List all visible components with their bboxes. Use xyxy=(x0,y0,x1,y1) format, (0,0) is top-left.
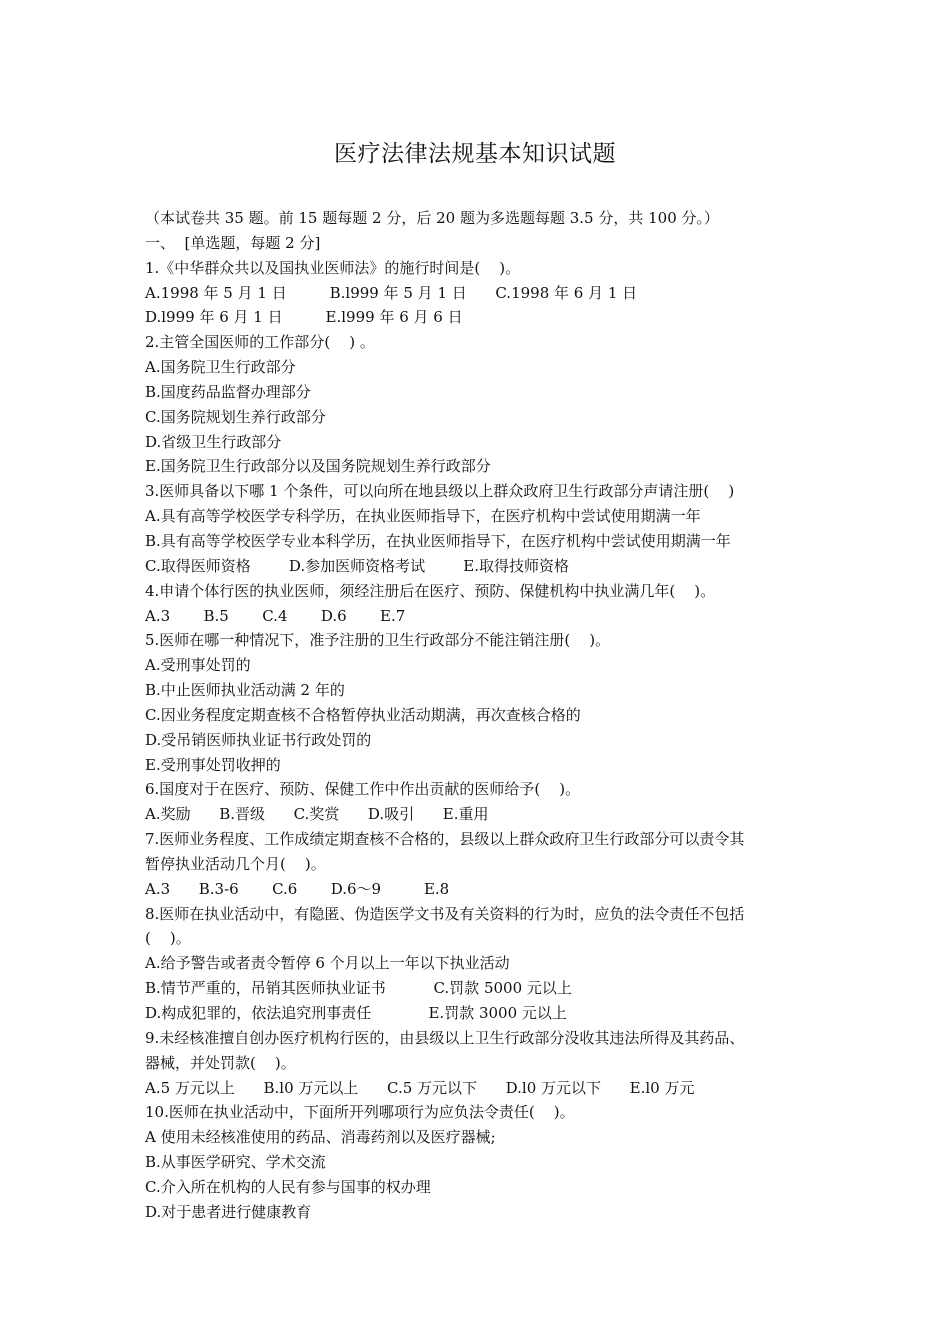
text-line: 3.医师具备以下哪 1 个条件，可以向所在地县级以上群众政府卫生行政部分声请注册( ) xyxy=(145,482,735,501)
text-line: 7.医师业务程度、工作成绩定期查核不合格的，县级以上群众政府卫生行政部分可以责令其 xyxy=(145,830,745,849)
text-line: （本试卷共 35 题。前 15 题每题 2 分，后 20 题为多选题每题 3.5 分，共 100 分。） xyxy=(145,209,720,227)
text-line: E.受刑事处罚收押的 xyxy=(145,755,281,774)
text-line: B.国度药品监督办理部分 xyxy=(145,382,311,401)
text-line: D.受吊销医师执业证书行政处罚的 xyxy=(145,730,372,749)
text-line: 6.国度对于在医疗、预防、保健工作中作出贡献的医师给予( )。 xyxy=(145,780,581,799)
text-line: 5.医师在哪一种情况下，准予注册的卫生行政部分不能注销注册( )。 xyxy=(145,631,611,650)
text-line: 1.《中华群众共以及国执业医师法》的施行时间是( )。 xyxy=(145,258,521,277)
document-body xyxy=(145,206,835,1225)
text-line: D.构成犯罪的，依法追究刑事责任 E.罚款 3000 元以上 xyxy=(145,1004,567,1022)
text-line: A.3 B.3-6 C.6 D.6～9 E.8 xyxy=(145,879,450,898)
text-line: E.国务院卫生行政部分以及国务院规划生养行政部分 xyxy=(145,457,491,476)
text-line: C.取得医师资格 D.参加医师资格考试 E.取得技师资格 xyxy=(145,556,569,575)
text-line: ( )。 xyxy=(145,929,191,948)
text-line: 一、 [单选题，每题 2 分] xyxy=(145,233,321,252)
text-line: B.情节严重的，吊销其医师执业证书 C.罚款 5000 元以上 xyxy=(145,979,572,998)
text-line: C.因业务程度定期查核不合格暂停执业活动期满，再次查核合格的 xyxy=(145,705,581,724)
text-line: 器械，并处罚款( )。 xyxy=(145,1053,296,1072)
text-line: A.给予警告或者责令暂停 6 个月以上一年以下执业活动 xyxy=(145,954,510,973)
text-line: D.l999 年 6 月 1 日 E.l999 年 6 月 6 日 xyxy=(145,308,463,327)
text-line: A.具有高等学校医学专科学历，在执业医师指导下，在医疗机构中尝试使用期满一年 xyxy=(145,507,701,526)
text-line: D.对于患者进行健康教育 xyxy=(145,1202,312,1221)
text-line: B.具有高等学校医学专业本科学历，在执业医师指导下，在医疗机构中尝试使用期满一年 xyxy=(145,531,731,550)
text-line: A.3 B.5 C.4 D.6 E.7 xyxy=(145,606,406,625)
text-line: C.介入所在机构的人民有参与国事的权办理 xyxy=(145,1177,431,1196)
text-line: 4.申请个体行医的执业医师，须经注册后在医疗、预防、保健机构中执业满几年( )。 xyxy=(145,581,716,600)
text-line: D.省级卫生行政部分 xyxy=(145,432,282,451)
text-line: B.中止医师执业活动满 2 年的 xyxy=(145,681,345,700)
text-line: B.从事医学研究、学术交流 xyxy=(145,1153,326,1172)
text-line: 9.未经核准擅自创办医疗机构行医的，由县级以上卫生行政部分没收其违法所得及其药品、 xyxy=(145,1028,745,1047)
text-line: 暂停执业活动几个月( )。 xyxy=(145,854,326,873)
text-line: C.国务院规划生养行政部分 xyxy=(145,407,326,426)
document-title: 医疗法律法规基本知识试题 xyxy=(334,141,616,167)
text-line: 2.主管全国医师的工作部分( ) 。 xyxy=(145,333,375,352)
text-line: A.奖励 B.晋级 C.奖赏 D.吸引 E.重用 xyxy=(145,805,489,824)
text-line: 10.医师在执业活动中，下面所开列哪项行为应负法令责任( )。 xyxy=(145,1103,575,1122)
text-line: A.5 万元以上 B.l0 万元以上 C.5 万元以下 D.l0 万元以下 E.l0 万元 xyxy=(145,1078,695,1097)
text-line: 8.医师在执业活动中，有隐匿、伪造医学文书及有关资料的行为时，应负的法令责任不包括 xyxy=(145,904,745,923)
text-line: A.1998 年 5 月 1 日 B.l999 年 5 月 1 日 C.1998 年 6 月 1 日 xyxy=(145,283,638,302)
text-line: A.国务院卫生行政部分 xyxy=(145,358,296,377)
text-line: A 使用未经核准使用的药品、消毒药剂以及医疗器械; xyxy=(145,1128,496,1147)
text-line: A.受刑事处罚的 xyxy=(145,656,251,675)
